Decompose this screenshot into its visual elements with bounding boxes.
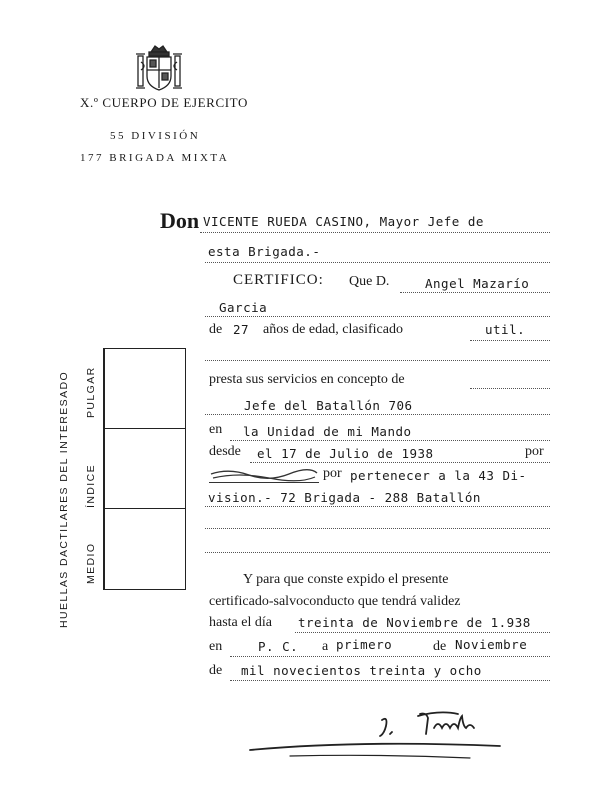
- line-1: [200, 232, 550, 233]
- en-label: en: [209, 422, 223, 437]
- de-label: de: [209, 322, 223, 337]
- valid-until: treinta de Noviembre de 1.938: [298, 615, 531, 630]
- line-15: [230, 656, 550, 657]
- finger-label-pulgar: PULGAR: [85, 366, 97, 418]
- unit-value: la Unidad de mi Mando: [243, 424, 412, 439]
- finger-label-indice: ÍNDICE: [85, 464, 97, 508]
- de3-label: de: [209, 663, 223, 678]
- month-value: Noviembre: [455, 637, 528, 652]
- don-label: Don: [160, 208, 200, 233]
- division-heading: 55 DIVISIÓN: [110, 130, 201, 142]
- age-text: años de edad, clasificado: [263, 322, 403, 337]
- line-3: [400, 292, 550, 293]
- since-date: el 17 de Julio de 1938: [257, 446, 434, 461]
- a-label: a: [322, 639, 329, 654]
- day-value: primero: [336, 637, 393, 652]
- place-value: P. C.: [258, 639, 299, 654]
- fingerprint-cell-indice: [105, 429, 185, 509]
- pertenecer-cont: vision.- 72 Brigada - 288 Batallón: [208, 490, 481, 505]
- finger-label-medio: MEDIO: [85, 542, 97, 584]
- line-10: [250, 462, 550, 463]
- issuer-name: VICENTE RUEDA CASINO, Mayor Jefe de: [203, 214, 484, 229]
- issuer-role: esta Brigada.-: [208, 244, 321, 259]
- closing-line-1: Y para que conste expido el presente: [243, 572, 449, 587]
- hasta-text: hasta el día: [209, 615, 272, 630]
- que-label: Que D.: [349, 274, 390, 289]
- line-7: [470, 388, 550, 389]
- line-14: [295, 632, 550, 633]
- presta-text: presta sus servicios en concepto de: [209, 372, 405, 387]
- de2-label: de: [433, 639, 447, 654]
- fingerprint-box: [103, 348, 186, 590]
- struck-word: [209, 466, 319, 483]
- fingerprint-cell-medio: [105, 509, 185, 588]
- brigade-heading: 177 BRIGADA MIXTA: [80, 152, 230, 164]
- signature: [240, 690, 540, 770]
- desde-label: desde: [209, 444, 241, 459]
- line-12: [205, 528, 550, 529]
- age-value: 27: [233, 322, 250, 337]
- coat-of-arms-seal: [133, 40, 185, 98]
- line-2: [205, 262, 550, 263]
- person-name: Angel Mazarío: [425, 276, 530, 291]
- por-text: por: [525, 444, 544, 459]
- closing-line-2: certificado-salvoconducto que tendrá validez: [209, 594, 461, 609]
- corps-heading: X.º CUERPO DE EJERCITO: [80, 95, 248, 110]
- fingerprint-cell-pulgar: [105, 349, 185, 429]
- year-words: mil novecientos treinta y ocho: [241, 663, 482, 678]
- line-6: [205, 360, 550, 361]
- por-label-2: por: [323, 466, 342, 481]
- line-4: [205, 316, 550, 317]
- person-name-cont: Garcia: [219, 300, 268, 315]
- line-8: [205, 414, 550, 415]
- certifico-label: CERTIFICO:: [233, 272, 324, 288]
- line-11: [205, 506, 550, 507]
- line-5: [470, 340, 550, 341]
- line-13: [205, 552, 550, 553]
- line-9: [230, 440, 550, 441]
- rank-value: Jefe del Batallón 706: [244, 398, 413, 413]
- pertenecer-text: pertenecer a la 43 Di-: [350, 468, 527, 483]
- line-16: [230, 680, 550, 681]
- classification-value: util.: [485, 322, 526, 337]
- fingerprints-title: HUELLAS DACTILARES DEL INTERESADO: [58, 370, 70, 628]
- en2-label: en: [209, 639, 223, 654]
